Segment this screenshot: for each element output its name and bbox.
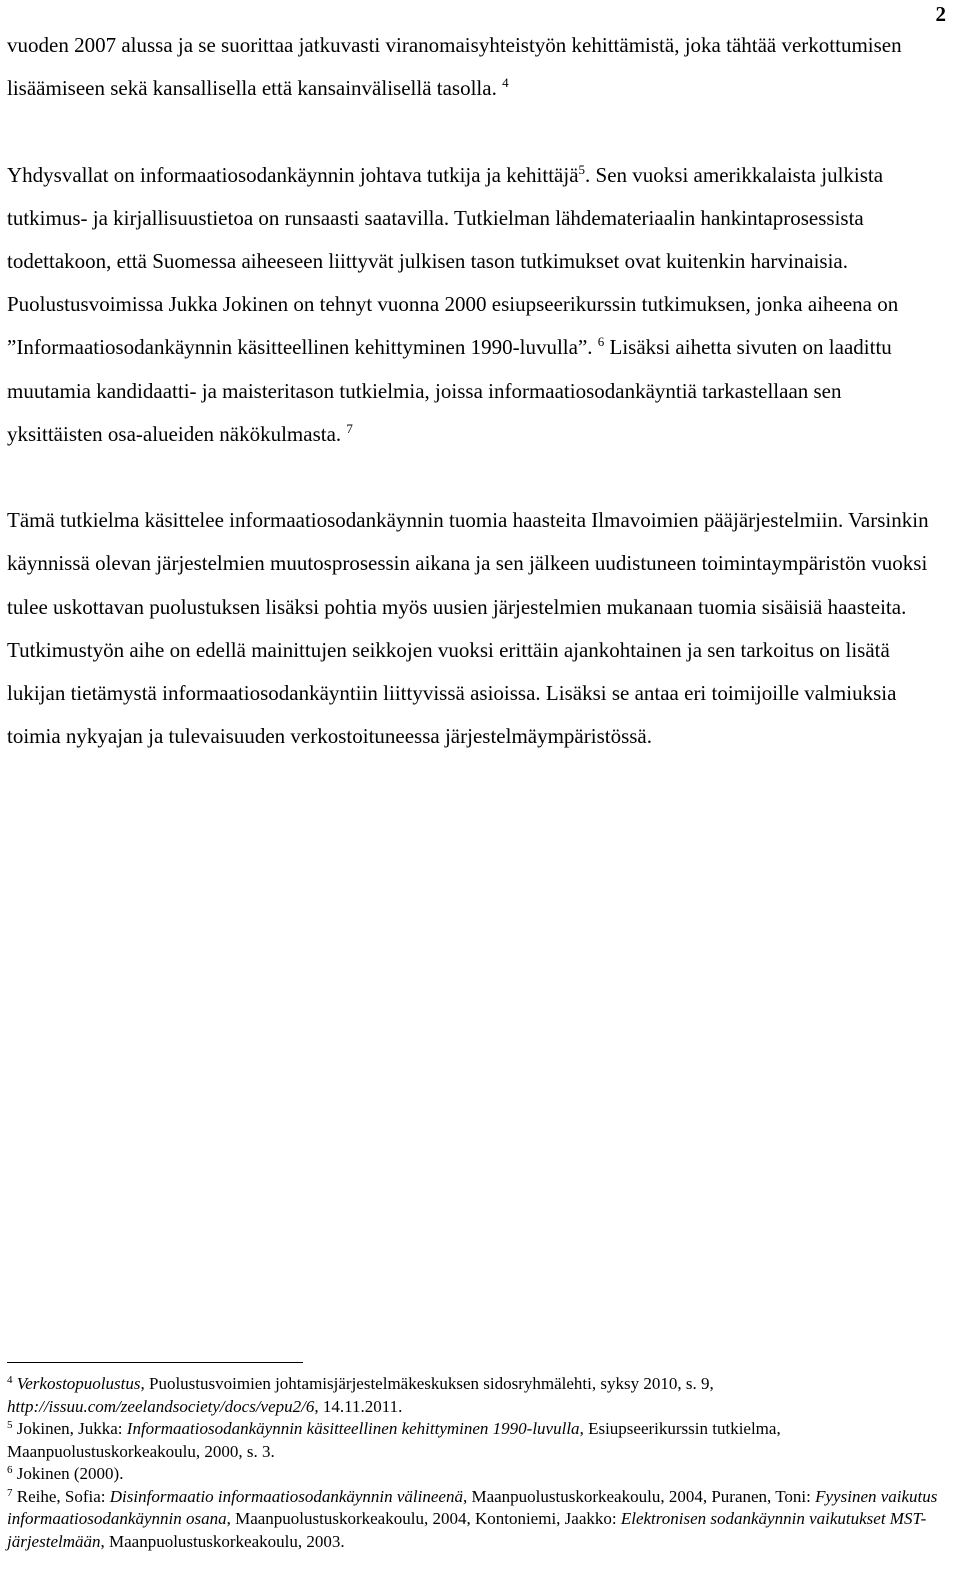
body-text xyxy=(7,24,937,758)
italic-text: Disinformaatio informaatiosodankäynnin välineenä xyxy=(109,1486,463,1506)
paragraph xyxy=(7,154,937,456)
italic-text: Informaatiosodankäynnin käsitteellinen kehittyminen 1990-luvulla xyxy=(126,1419,580,1438)
footnote-ref: 5 xyxy=(7,1419,13,1431)
text-run: vuoden 2007 alussa ja se suorittaa jatkuvasti viranomaisyhteistyön kehittämistä, joka tähtää verkottumisen lisäämiseen sekä kansallisella että kansainvälisellä tasolla. xyxy=(7,33,902,101)
footnote-ref: 6 xyxy=(7,1464,13,1476)
text-run: Lisäksi aihetta sivuten on laadittu muutamia kandidaatti- ja maisteritason tutkielmia, joissa informaatiosodankäyntiä tarkastellaan sen yksittäisten osa-alueiden näkökulmasta. xyxy=(7,335,892,446)
footnote-ref: 4 xyxy=(7,1374,13,1386)
page-number: 2 xyxy=(935,2,946,26)
italic-text: http://issuu.com/zeelandsociety/docs/vepu2/6 xyxy=(7,1396,315,1416)
paragraph xyxy=(7,24,937,110)
italic-text: Fyysinen vaikutus informaatiosodankäynnin osana xyxy=(7,1486,938,1528)
text-run: , 14.11.2011. xyxy=(314,1396,403,1416)
text-run: Tämä tutkielma käsittelee informaatiosodankäynnin tuomia haasteita Ilmavoimien pääjärjestelmiin. Varsinkin käynnissä olevan järjestelmien muutosprosessin aikana ja sen jälkeen uudistuneen toimintaympäristön vuoksi tulee uskottavan puolustuksen lisäksi pohtia myös uusien järjestelmien mukanaan tuomia sisäisiä haasteita. Tutkimustyön aihe on edellä mainittujen seikkojen vuoksi erittäin ajankohtainen ja sen tarkoitus on lisätä lukijan tietämystä informaatiosodankäyntiin liittyvissä asioissa. Lisäksi se antaa eri toimijoille valmiuksia toimia nykyajan ja tulevaisuuden verkostoituneessa järjestelmäympäristössä. xyxy=(7,508,929,749)
footnote-ref: 5 xyxy=(578,161,586,177)
footnote xyxy=(7,1463,942,1486)
text-run: . Sen vuoksi amerikkalaista julkista tutkimus- ja kirjallisuustietoa on runsaasti saatavilla. Tutkielman lähdemateriaalin hankintaprosessista todettakoon, että Suomessa aiheeseen liittyvät julkisen tason tutkimukset ovat kuitenkin harvinaisia. Puolustusvoimissa Jukka Jokinen on tehnyt vuonna 2000 esiupseerikurssin tutkimuksen, jonka aiheena on ”Informaatiosodankäynnin käsitteellinen kehittyminen 1990-luvulla”. xyxy=(7,162,899,360)
text-run: , Maanpuolustuskorkeakoulu, 2003. xyxy=(100,1531,345,1551)
text-run: , Puolustusvoimien johtamisjärjestelmäkeskuksen sidosryhmälehti, syksy 2010, s. 9, xyxy=(140,1374,714,1393)
footnote-ref: 7 xyxy=(7,1486,13,1499)
footnote-ref: 7 xyxy=(346,420,353,436)
footnote xyxy=(7,1373,942,1418)
text-run: Jokinen (2000). xyxy=(12,1464,124,1483)
text-run: Yhdysvallat on informaatiosodankäynnin johtava tutkija ja kehittäjä xyxy=(7,162,579,187)
footnote-ref: 4 xyxy=(502,75,509,91)
text-run: Reihe, Sofia: xyxy=(12,1486,110,1506)
footnote xyxy=(7,1486,942,1554)
text-run: , Maanpuolustuskorkeakoulu, 2004, Puranen, Toni: xyxy=(462,1486,816,1506)
footnotes xyxy=(7,1373,942,1553)
paragraph xyxy=(7,499,937,758)
italic-text: Elektronisen sodankäynnin vaikutukset MST-järjestelmään xyxy=(7,1509,927,1551)
text-run: , Maanpuolustuskorkeakoulu, 2004, Kontoniemi, Jaakko: xyxy=(226,1509,621,1528)
text-run: , Esiupseerikurssin tutkielma, Maanpuolustuskorkeakoulu, 2000, s. 3. xyxy=(7,1419,781,1461)
italic-text: Verkostopuolustus xyxy=(16,1374,141,1393)
footnote-separator xyxy=(7,1362,303,1363)
text-run: Jokinen, Jukka: xyxy=(12,1419,127,1438)
footnote xyxy=(7,1418,942,1463)
footnote-ref: 6 xyxy=(597,334,605,350)
